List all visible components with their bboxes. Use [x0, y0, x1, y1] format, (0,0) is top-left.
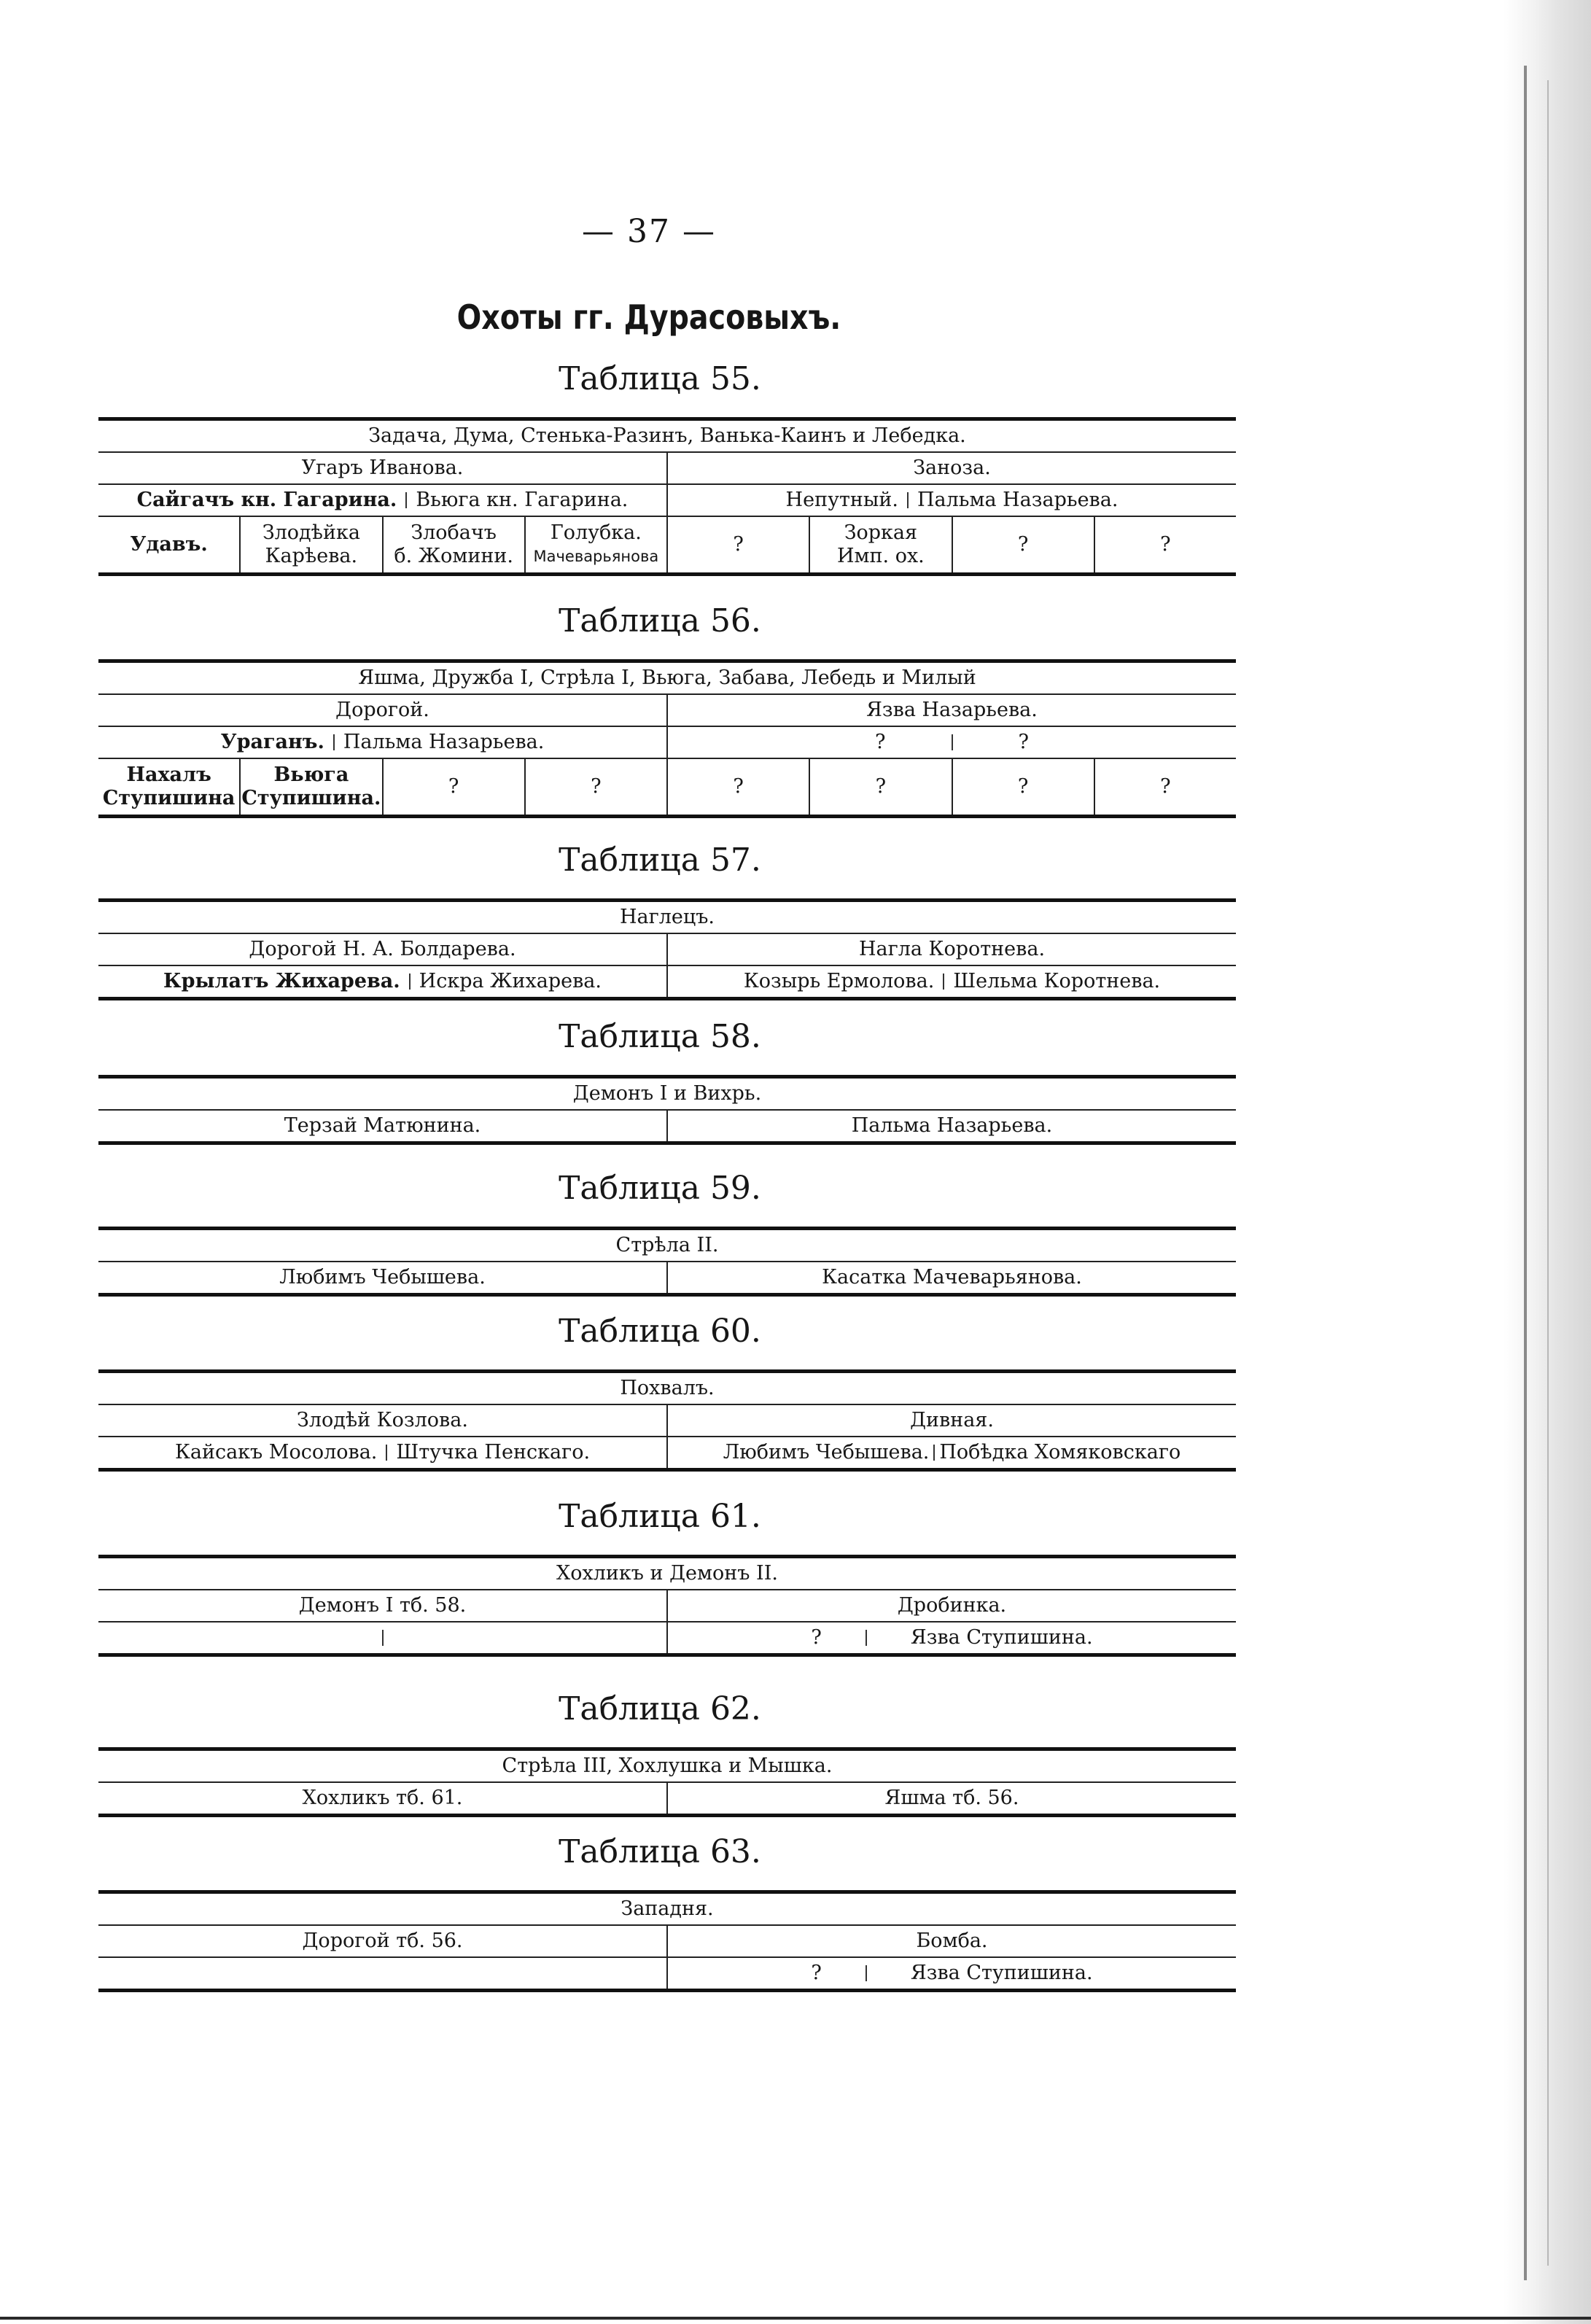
pedigree-table — [98, 659, 1236, 818]
separator-tick — [386, 1445, 387, 1461]
separator-tick — [933, 1445, 935, 1461]
sire-dam: Вьюга кн. Гагарина. — [416, 489, 629, 511]
separator-tick — [333, 734, 335, 750]
dam-sire: ? — [811, 1626, 822, 1649]
page-title: Охоты гг. Дурасовыхъ. — [456, 298, 841, 337]
grand-parents-left — [98, 1622, 666, 1653]
dam: Заноза. — [666, 453, 1236, 483]
dam-dam: Язва Ступишина. — [910, 1626, 1093, 1649]
table-57 — [98, 839, 1236, 1000]
pedigree-table — [98, 898, 1236, 1000]
gg-5: ? — [666, 759, 809, 815]
page-number: — 37 — — [582, 213, 716, 250]
root-entry: Стрѣла II. — [615, 1234, 719, 1256]
dam-dam: Пальма Назарьева. — [917, 489, 1119, 511]
table-62 — [98, 1687, 1236, 1817]
separator-tick — [907, 492, 909, 508]
grand-parents-left — [98, 727, 666, 758]
dam: Дробинка. — [666, 1590, 1236, 1621]
pedigree-table — [98, 1747, 1236, 1817]
table-caption: Таблица 55. — [559, 360, 761, 397]
sire: Дорогой. — [335, 699, 429, 721]
sire-sire: Ураганъ. — [220, 731, 324, 753]
root-entry: Хохликъ и Демонъ II. — [556, 1562, 778, 1585]
gg-1: Нахалъ Ступишина — [102, 763, 236, 809]
dam-sire: Любимъ Чебышева. — [723, 1441, 930, 1464]
bottom-rule — [0, 2317, 1591, 2320]
dam: Бомба. — [666, 1926, 1236, 1956]
root-entry: Яшма, Дружба I, Стрѣла I, Вьюга, Забава, Лебедь и Милый — [358, 667, 976, 689]
pedigree-table — [98, 1555, 1236, 1657]
separator-tick — [865, 1630, 867, 1646]
root-entry: Демонъ I и Вихрь. — [572, 1082, 762, 1105]
gg-3: Злобачъ б. Жомини. — [382, 517, 524, 572]
dam-dam: Язва Ступишина. — [910, 1962, 1093, 1984]
dam-sire: Непутный. — [785, 489, 898, 511]
gg-8: ? — [1094, 517, 1236, 572]
pedigree-table — [98, 1075, 1236, 1145]
table-caption: Таблица 59. — [559, 1170, 761, 1207]
separator-tick — [943, 973, 944, 990]
gg-2: Злодѣйка Карѣева. — [239, 517, 381, 572]
dam-sire: Козырь Ермолова. — [743, 970, 935, 992]
sire-sire: Кайсакъ Мосолова. — [174, 1441, 378, 1464]
sire: Демонъ I тб. 58. — [298, 1594, 467, 1617]
grand-parents-right — [666, 1958, 1236, 1989]
gg-4: ? — [524, 759, 666, 815]
table-caption: Таблица 61. — [559, 1498, 761, 1535]
dam: Яшма тб. 56. — [666, 1783, 1236, 1814]
dam: Дивная. — [666, 1405, 1236, 1436]
table-56 — [98, 599, 1236, 818]
table-58 — [98, 1015, 1236, 1145]
sire-sire: Сайгачъ кн. Гагарина. — [136, 489, 397, 511]
grand-parents-left — [98, 485, 666, 516]
grand-parents-left — [98, 1958, 666, 1989]
grand-parents-right — [666, 1622, 1236, 1653]
sire: Дорогой тб. 56. — [302, 1929, 463, 1952]
page-edge-shadow — [1504, 0, 1591, 2324]
table-caption: Таблица 63. — [559, 1833, 761, 1870]
sire-sire: Крылатъ Жихарева. — [163, 970, 400, 992]
pedigree-table — [98, 1227, 1236, 1297]
sire: Злодѣй Козлова. — [297, 1409, 468, 1431]
separator-tick — [382, 1630, 384, 1646]
sire: Дорогой Н. А. Болдарева. — [249, 938, 516, 960]
grand-parents-left — [98, 966, 666, 997]
grand-parents-right — [666, 966, 1236, 997]
sire-dam: Пальма Назарьева. — [343, 731, 545, 753]
gg-1: Удавъ. — [130, 533, 208, 556]
gg-2: Вьюга Ступишина. — [239, 759, 381, 815]
gg-7: ? — [952, 759, 1094, 815]
table-caption: Таблица 56. — [559, 602, 761, 640]
dam: Касатка Мачеварьянова. — [666, 1262, 1236, 1293]
dam: Язва Назарьева. — [666, 695, 1236, 726]
dam-sire: ? — [811, 1962, 822, 1984]
root-entry: Западня. — [621, 1897, 714, 1920]
grand-parents-right — [666, 1437, 1236, 1468]
dam-dam: Побѣдка Хомяковскаго — [939, 1441, 1181, 1464]
sire: Хохликъ тб. 61. — [302, 1787, 463, 1809]
table-caption: Таблица 62. — [559, 1690, 761, 1728]
gg-5: ? — [666, 517, 809, 572]
separator-tick — [405, 492, 407, 508]
pedigree-table — [98, 417, 1236, 576]
grand-parents-right — [666, 727, 1236, 758]
table-59 — [98, 1167, 1236, 1297]
separator-tick — [952, 734, 953, 750]
dam-dam: ? — [1018, 731, 1029, 753]
table-caption: Таблица 60. — [559, 1313, 761, 1350]
root-entry: Стрѣла III, Хохлушка и Мышка. — [502, 1754, 833, 1777]
dam: Пальма Назарьева. — [666, 1111, 1236, 1141]
table-55 — [98, 357, 1236, 576]
sire-dam: Штучка Пенскаго. — [396, 1441, 591, 1464]
gg-6: ? — [809, 759, 951, 815]
root-entry: Наглецъ. — [619, 906, 715, 928]
gg-3: ? — [382, 759, 524, 815]
pedigree-table — [98, 1369, 1236, 1472]
sire: Угаръ Иванова. — [301, 456, 464, 479]
grand-parents-left — [98, 1437, 666, 1468]
separator-tick — [865, 1965, 867, 1981]
gg-6: Зоркая Имп. ох. — [809, 517, 951, 572]
table-caption: Таблица 57. — [559, 842, 761, 879]
pedigree-table — [98, 1890, 1236, 1992]
table-60 — [98, 1310, 1236, 1472]
grand-parents-right — [666, 485, 1236, 516]
root-entry: Похвалъ. — [620, 1377, 715, 1399]
gg-8: ? — [1094, 759, 1236, 815]
sire-dam: Искра Жихарева. — [419, 970, 602, 992]
gg-4: Голубка. Мачеварьянова — [524, 517, 666, 572]
table-63 — [98, 1830, 1236, 1992]
separator-tick — [409, 973, 411, 990]
table-caption: Таблица 58. — [559, 1018, 761, 1055]
dam-sire: ? — [875, 731, 886, 753]
gg-7: ? — [952, 517, 1094, 572]
sire: Любимъ Чебышева. — [279, 1266, 486, 1289]
sire: Терзай Матюнина. — [284, 1114, 481, 1137]
root-entry: Задача, Дума, Стенька-Разинъ, Ванька-Каинъ и Лебедка. — [368, 424, 966, 447]
dam: Нагла Коротнева. — [666, 934, 1236, 965]
dam-dam: Шельма Коротнева. — [953, 970, 1161, 992]
table-61 — [98, 1495, 1236, 1657]
